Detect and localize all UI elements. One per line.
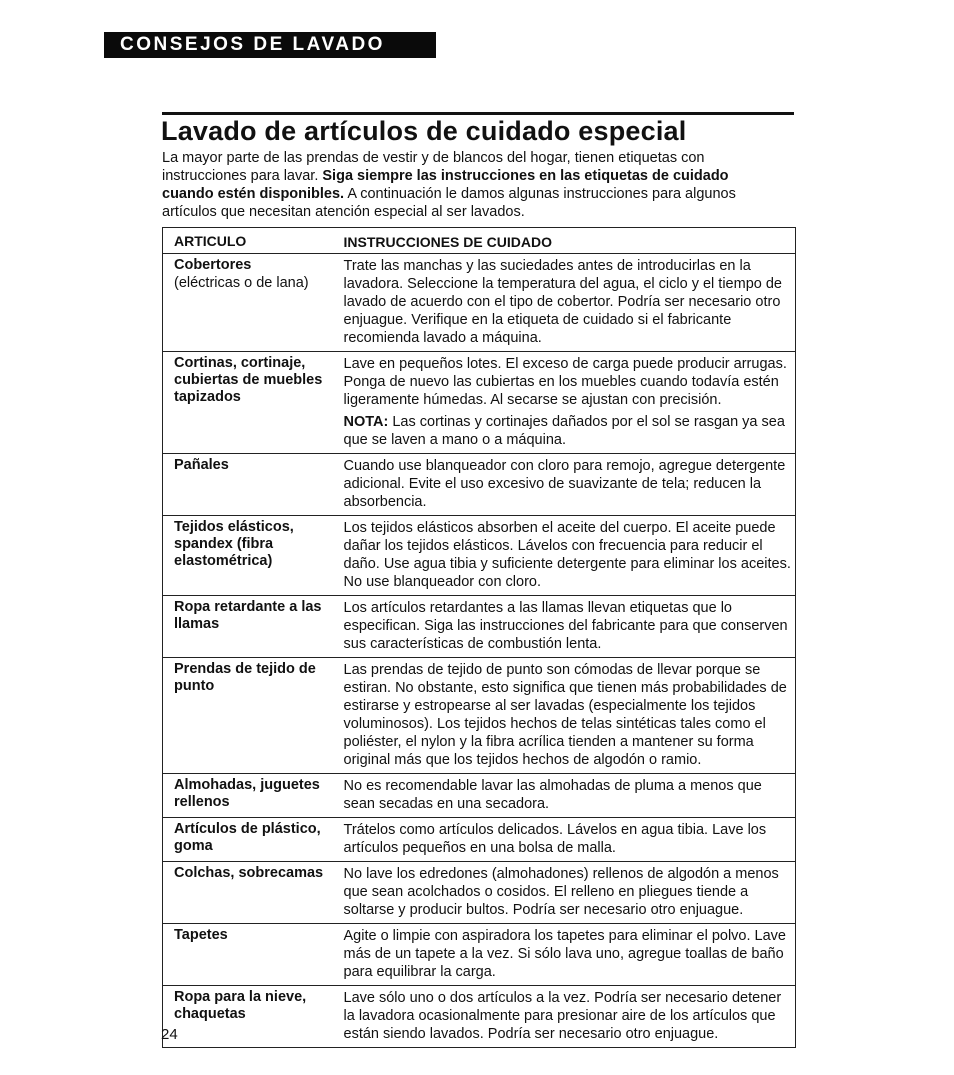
table-row [163,818,796,862]
note-label: NOTA: [343,414,389,430]
instructions-text: Lave en pequeños lotes. El exceso de carga puede producir arrugas. Ponga de nuevo las cubiertas en los muebles cuando todavía estén ligeramente húmedas. Al secarse se ajustan con precisión. [343,356,787,408]
column-header-item: ARTICULO [174,233,247,249]
item-cell [163,352,335,454]
item-cell [163,454,335,516]
table-row [163,774,796,818]
page-title: Lavado de artículos de cuidado especial [161,116,687,146]
item-subtitle: (eléctricas o de lana) [174,275,309,291]
instructions-cell: Cuando use blanqueador con cloro para remojo, agregue detergente adicional. Evite el uso excesivo de suavizante de tela; reducen la absorbencia. [335,454,796,516]
care-instructions-table [162,227,796,1048]
instructions-cell: No lave los edredones (almohadones) rellenos de algodón a menos que sean acolchados o cosidos. El relleno en pliegues tiende a soltarse y producir bultos. Podría ser necesario otro enjuague. [335,862,796,924]
table-row [163,596,796,658]
item-cell [163,862,335,924]
item-name: Colchas, sobrecamas [174,865,324,881]
table-header-row [163,228,796,254]
table-row [163,454,796,516]
instructions-cell: Trate las manchas y las suciedades antes de introducirlas en la lavadora. Seleccione la temperatura del agua, el ciclo y el tiempo de lavado de acuerdo con el tipo de cobertor. Podría ser necesario otro enjuague. Verifique en la etiqueta de cuidado si el fabricante recomienda lavado a máquina. [335,254,796,352]
instructions-cell: Las prendas de tejido de punto son cómodas de llevar porque se estiran. No obstante, esto significa que tienen más probabilidades de estirarse y estropearse al ser lavadas (especialmente los tejidos voluminosos). Los tejidos hechos de telas sintéticas tales como el poliéster, el nylon y la fibra acrílica tienden a mantener su forma original más que los tejidos hechos de algodón o ramio. [335,658,796,774]
intro-text-start: La mayor parte de las prendas de vestir y de blancos del hogar, tienen etiquetas con instrucciones para lavar. [162,150,705,184]
intro-paragraph [162,149,782,221]
table-row [163,924,796,986]
item-cell [163,818,335,862]
instructions-cell: Los artículos retardantes a las llamas llevan etiquetas que lo especifican. Siga las instrucciones del fabricante para que conserven sus características de combustión lenta. [335,596,796,658]
instructions-cell: Los tejidos elásticos absorben el aceite del cuerpo. El aceite puede dañar los tejidos elásticos. Lávelos con frecuencia para reducir el daño. Use agua tibia y suficiente detergente para eliminar los aceites. No use blanqueador con cloro. [335,516,796,596]
table-row [163,516,796,596]
instructions-cell: Lave sólo uno o dos artículos a la vez. Podría ser necesario detener la lavadora ocasionalmente para presionar aire de los artículos que están siendo lavados. Podría ser necesario otro enjuague. [335,986,796,1048]
item-name: Almohadas, juguetes rellenos [174,777,320,810]
item-cell [163,596,335,658]
item-name: Prendas de tejido de punto [174,661,316,694]
item-cell [163,658,335,774]
intro-text-bold: Siga siempre las instrucciones en las etiquetas de cuidado cuando estén disponibles. [162,168,729,202]
table-row [163,986,796,1048]
intro-text-end: A continuación le damos algunas instrucciones para algunos artículos que necesitan atención especial al ser lavados. [162,186,736,220]
item-cell [163,774,335,818]
instructions-cell: Trátelos como artículos delicados. Lávelos en agua tibia. Lave los artículos pequeños en una bolsa de malla. [335,818,796,862]
item-name: Ropa para la nieve, chaquetas [174,989,307,1022]
section-banner: CONSEJOS DE LAVADO [104,32,436,58]
table-row [163,658,796,774]
instructions-cell: No es recomendable lavar las almohadas de pluma a menos que sean secadas en una secadora. [335,774,796,818]
item-cell [163,254,335,352]
page-number: 24 [161,1026,178,1043]
item-name: Tapetes [174,927,228,943]
table-row [163,352,796,454]
item-cell [163,986,335,1048]
item-name: Pañales [174,457,229,473]
item-name: Artículos de plástico, goma [174,821,321,854]
table-row [163,862,796,924]
item-cell [163,516,335,596]
item-name: Ropa retardante a las llamas [174,599,322,632]
item-name: Cortinas, cortinaje, cubiertas de muebles tapizados [174,355,323,405]
instructions-cell [335,352,796,454]
item-name: Cobertores [174,257,252,273]
note-paragraph [344,413,794,449]
note-text: Las cortinas y cortinajes dañados por el sol se rasgan ya sea que se laven a mano o a máquina. [343,414,785,448]
instructions-cell: Agite o limpie con aspiradora los tapetes para eliminar el polvo. Lave más de un tapete a la vez. Si sólo lava uno, agregue toallas de baño para equilibrar la carga. [335,924,796,986]
item-name: Tejidos elásticos, spandex (fibra elastométrica) [174,519,294,569]
item-cell [163,924,335,986]
title-rule [162,112,794,115]
column-header-instructions: INSTRUCCIONES DE CUIDADO [343,234,552,250]
table-row [163,254,796,352]
